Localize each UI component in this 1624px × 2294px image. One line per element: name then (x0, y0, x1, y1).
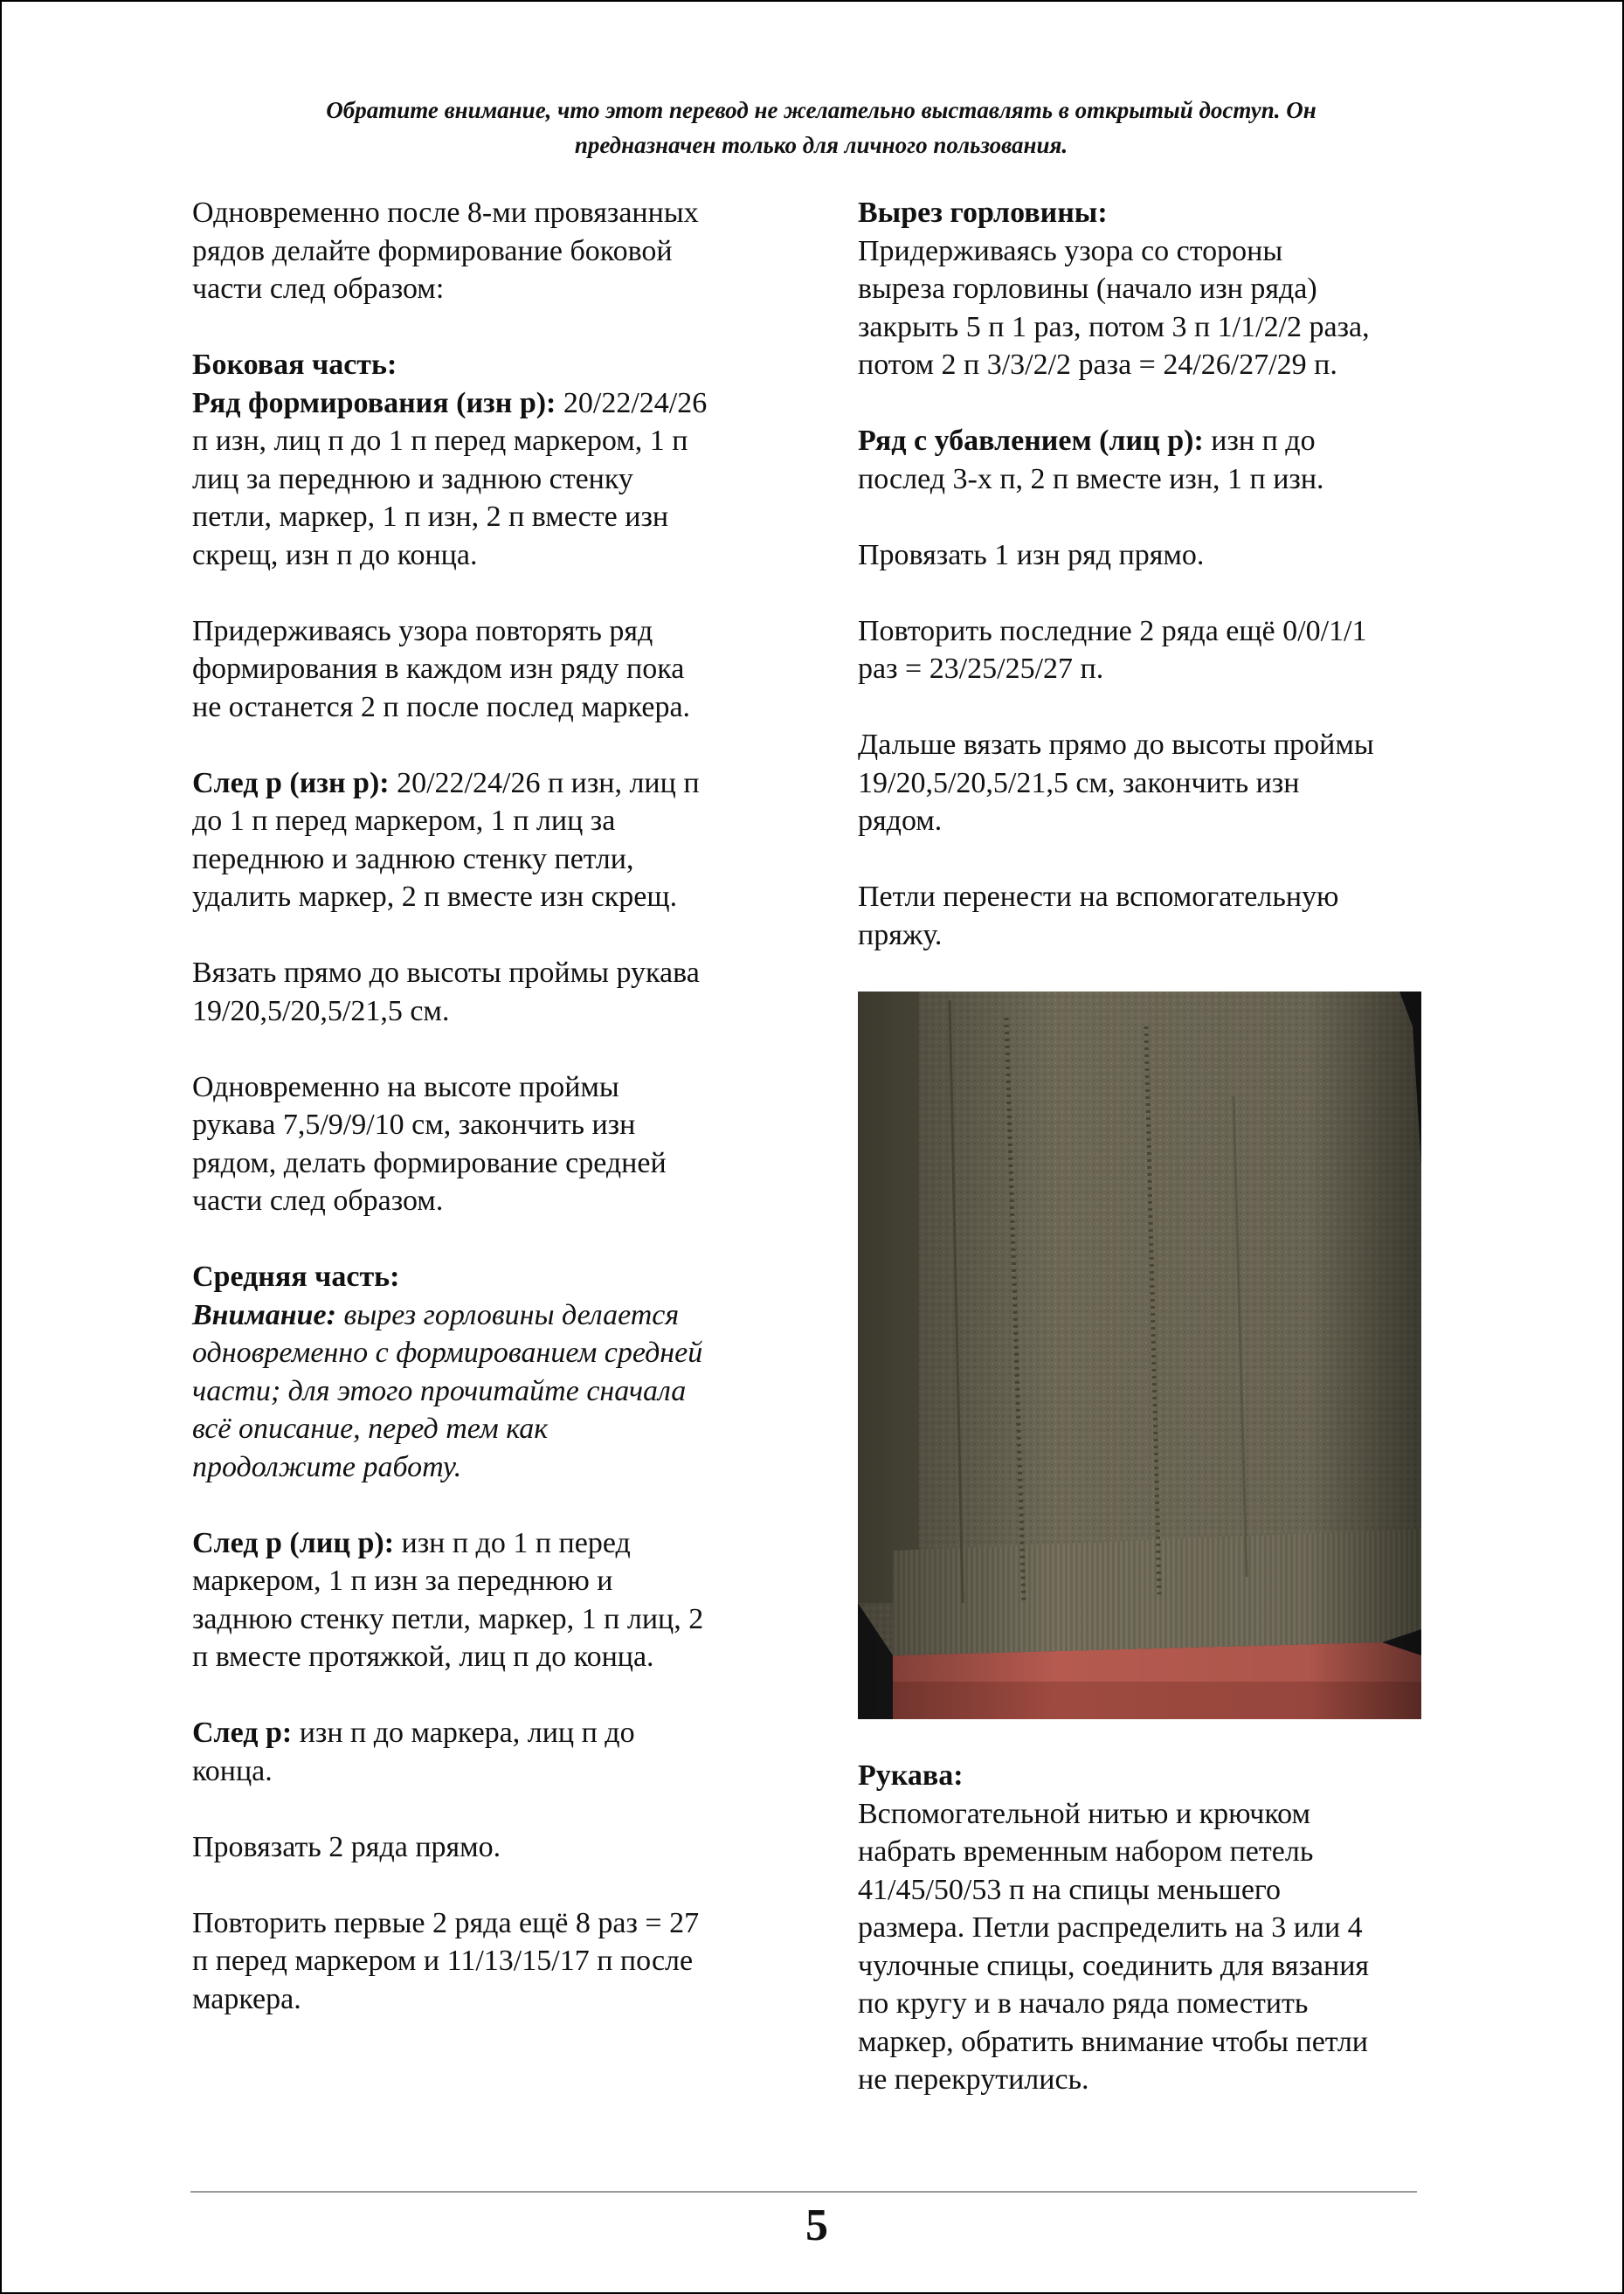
rs-row-label: След р (лиц р): (192, 1526, 395, 1559)
sleeves-line: 41/45/50/53 п на спицы меньшего (858, 1873, 1282, 1906)
dec-row-line (858, 422, 1434, 460)
repeat-line: формирования в каждом изн ряду пока (192, 653, 685, 685)
middle-part-heading: Средняя часть: (192, 1261, 400, 1293)
neck-line: Придерживаясь узора со стороны (858, 234, 1283, 267)
repeat8-line: Повторить первые 2 ряда ещё 8 раз = 27 (192, 1906, 700, 1939)
next-row-first: 20/22/24/26 п изн, лиц п (389, 766, 700, 799)
left-column (192, 194, 786, 2018)
simultaneous-line: Одновременно на высоте проймы (192, 1070, 619, 1103)
transfer-line: пряжу. (858, 918, 943, 951)
knitted-sweater-photo (858, 992, 1421, 1719)
intro-line: части след образом: (192, 273, 445, 305)
neck-line: выреза горловины (начало изн ряда) (858, 273, 1317, 305)
dec-row-first: изн п до (1203, 425, 1316, 457)
sleeves-line: не перекрутились. (858, 2063, 1089, 2096)
sleeves-line: маркер, обратить внимание чтобы петли (858, 2025, 1368, 2058)
side-row-line (192, 384, 786, 423)
ws-row-line: конца. (192, 1754, 273, 1787)
straight-line: 19/20,5/20,5/21,5 см. (192, 994, 450, 1027)
next-row-line: переднюю и заднюю стенку петли, (192, 842, 634, 875)
attention-first: вырез горловины делается (335, 1298, 680, 1331)
dec-row-line: послед 3-х п, 2 п вместе изн, 1 п изн. (858, 462, 1324, 495)
notice-line-2: предназначен только для личного пользования. (574, 132, 1068, 158)
attention-label: Внимание: (192, 1298, 336, 1331)
sleeves-line: Вспомогательной нитью и крючком (858, 1797, 1311, 1830)
sleeves-line: набрать временным набором петель (858, 1835, 1314, 1868)
knit-two-rows: Провязать 2 ряда прямо. (192, 1830, 501, 1863)
neck-line: закрыть 5 п 1 раз, потом 3 п 1/1/2/2 раза, (858, 310, 1370, 343)
straight-armhole-line: 19/20,5/20,5/21,5 см, закончить изн (858, 766, 1300, 799)
repeat-line: Придерживаясь узора повторять ряд (192, 614, 653, 647)
notice-line-1: Обратите внимание, что этот перевод не желательно выставлять в открытый доступ. Он (326, 97, 1316, 123)
side-row-line: лиц за переднюю и заднюю стенку (192, 462, 633, 495)
right-column (858, 194, 1434, 2099)
simultaneous-line: части след образом. (192, 1185, 444, 1217)
attention-line: одновременно с формированием средней (192, 1337, 703, 1369)
simultaneous-line: рукава 7,5/9/9/10 см, закончить изн (192, 1109, 636, 1141)
sleeves-line: размера. Петли распределить на 3 или 4 (858, 1911, 1363, 1944)
rs-row-line (192, 1524, 786, 1563)
sleeves-line: по кругу и в начало ряда поместить (858, 1987, 1309, 2020)
side-part-heading: Боковая часть: (192, 349, 397, 381)
side-row-first: 20/22/24/26 (556, 386, 708, 419)
rs-row-line: заднюю стенку петли, маркер, 1 п лиц, 2 (192, 1602, 704, 1635)
rs-row-first: изн п до 1 п перед (394, 1526, 631, 1559)
next-row-label: След р (изн р): (192, 766, 390, 799)
ws-row-label: След р: (192, 1717, 293, 1749)
straight-line: Вязать прямо до высоты проймы рукава (192, 957, 700, 989)
rs-row-line: п вместе протяжкой, лиц п до конца. (192, 1641, 654, 1673)
page-number: 5 (805, 2201, 828, 2250)
repeat8-line: п перед маркером и 11/13/15/17 п после (192, 1945, 694, 1977)
purl-row: Провязать 1 изн ряд прямо. (858, 538, 1205, 571)
sleeves-heading: Рукава: (858, 1759, 964, 1792)
side-row-line: скрещ, изн п до конца. (192, 538, 478, 571)
attention-line (192, 1296, 786, 1335)
attention-line: продолжите работу. (192, 1450, 462, 1483)
straight-armhole-line: Дальше вязать прямо до высоты проймы (858, 729, 1374, 761)
next-row-line: удалить маркер, 2 п вместе изн скрещ. (192, 881, 678, 913)
rs-row-line: маркером, 1 п изн за переднюю и (192, 1565, 613, 1597)
intro-line: Одновременно после 8-ми провязанных (192, 197, 699, 229)
ws-row-line (192, 1714, 786, 1752)
next-row-line: до 1 п перед маркером, 1 п лиц за (192, 805, 616, 837)
photo-shading (858, 992, 1421, 1719)
repeat8-line: маркера. (192, 1982, 301, 2015)
next-row-line (192, 764, 786, 803)
neckline-heading: Вырез горловины: (858, 197, 1108, 229)
straight-armhole-line: рядом. (858, 805, 943, 837)
sleeves-line: чулочные спицы, соединить для вязания (858, 1949, 1370, 1982)
simultaneous-line: рядом, делать формирование средней (192, 1146, 667, 1179)
intro-line: рядов делайте формирование боковой (192, 234, 673, 267)
side-row-label: Ряд формирования (изн р): (192, 386, 556, 419)
repeat-last-line: Повторить последние 2 ряда ещё 0/0/1/1 (858, 614, 1367, 647)
attention-line: части; для этого прочитайте сначала (192, 1374, 687, 1407)
repeat-last-line: раз = 23/25/25/27 п. (858, 653, 1104, 685)
ws-row-first: изн п до маркера, лиц п до (292, 1717, 635, 1749)
side-row-line: п изн, лиц п до 1 п перед маркером, 1 п (192, 425, 688, 457)
transfer-line: Петли перенести на вспомогательную (858, 881, 1339, 913)
side-row-line: петли, маркер, 1 п изн, 2 п вместе изн (192, 501, 669, 533)
repeat-line: не останется 2 п после послед маркера. (192, 690, 691, 723)
attention-line: всё описание, перед тем как (192, 1413, 549, 1445)
dec-row-label: Ряд с убавлением (лиц р): (858, 425, 1204, 457)
neck-line: потом 2 п 3/3/2/2 раза = 24/26/27/29 п. (858, 349, 1337, 381)
privacy-notice (175, 93, 1468, 162)
